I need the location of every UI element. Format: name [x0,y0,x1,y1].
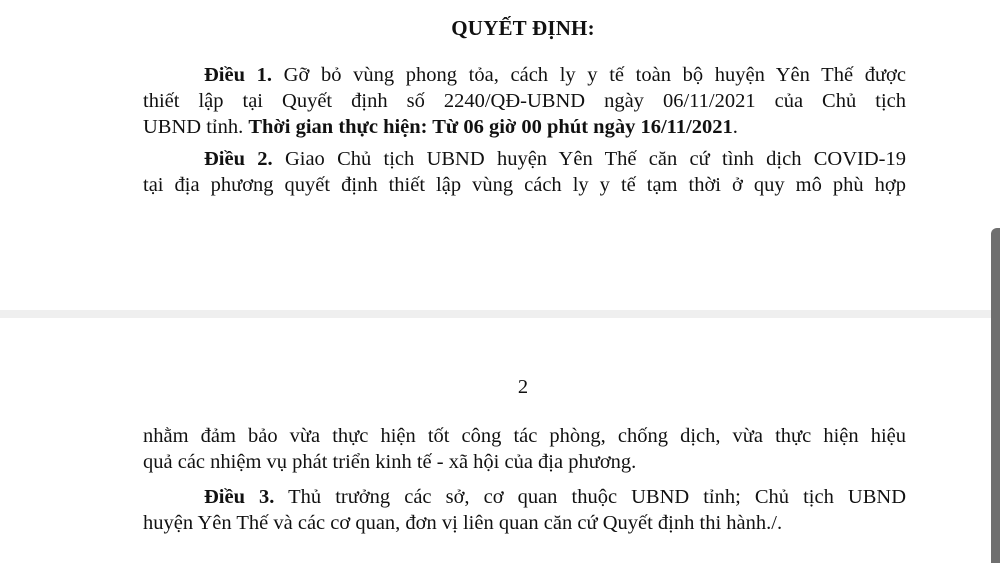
page-separator [0,310,1000,318]
article-3-line-1: Điều 3. Thủ trưởng các sở, cơ quan thuộc UBND tỉnh; Chủ tịch UBND [204,486,907,508]
article-3 [143,484,906,536]
article-2-line-2: tại địa phương quyết định thiết lập vùng cách ly y tế tạm thời ở quy mô phù hợp [143,174,906,196]
article-2-label: Điều 2. [204,148,273,170]
article-1 [143,62,906,140]
article-2-cont-line-2: quả các nhiệm vụ phát triển kinh tế - xã hội của địa phương. [143,451,637,473]
document-page-2 [0,318,1000,563]
decision-title: QUYẾT ĐỊNH: [451,16,595,40]
article-2-cont-line-1: nhằm đảm bảo vừa thực hiện tốt công tác phòng, chống dịch, vừa thực hiện hiệu [143,425,906,447]
article-1-effective-time: Thời gian thực hiện: Từ 06 giờ 00 phút ngày 16/11/2021 [248,116,733,138]
article-1-line-3: UBND tỉnh. Thời gian thực hiện: Từ 06 giờ 00 phút ngày 16/11/2021. [143,116,738,138]
article-1-line-1: Điều 1. Gỡ bỏ vùng phong tỏa, cách ly y tế toàn bộ huyện Yên Thế được [204,64,906,86]
article-2 [143,146,906,198]
article-3-label: Điều 3. [204,486,275,508]
article-2-line-1: Điều 2. Giao Chủ tịch UBND huyện Yên Thế căn cứ tình dịch COVID-19 [204,148,906,170]
article-3-line-2: huyện Yên Thế và các cơ quan, đơn vị liên quan căn cứ Quyết định thi hành./. [143,512,783,534]
article-1-line-2: thiết lập tại Quyết định số 2240/QĐ-UBND ngày 06/11/2021 của Chủ tịch [143,90,906,112]
page-number: 2 [517,376,529,398]
article-2-continuation [143,423,906,475]
article-1-label: Điều 1. [204,64,273,86]
vertical-scrollbar[interactable] [991,228,1000,563]
